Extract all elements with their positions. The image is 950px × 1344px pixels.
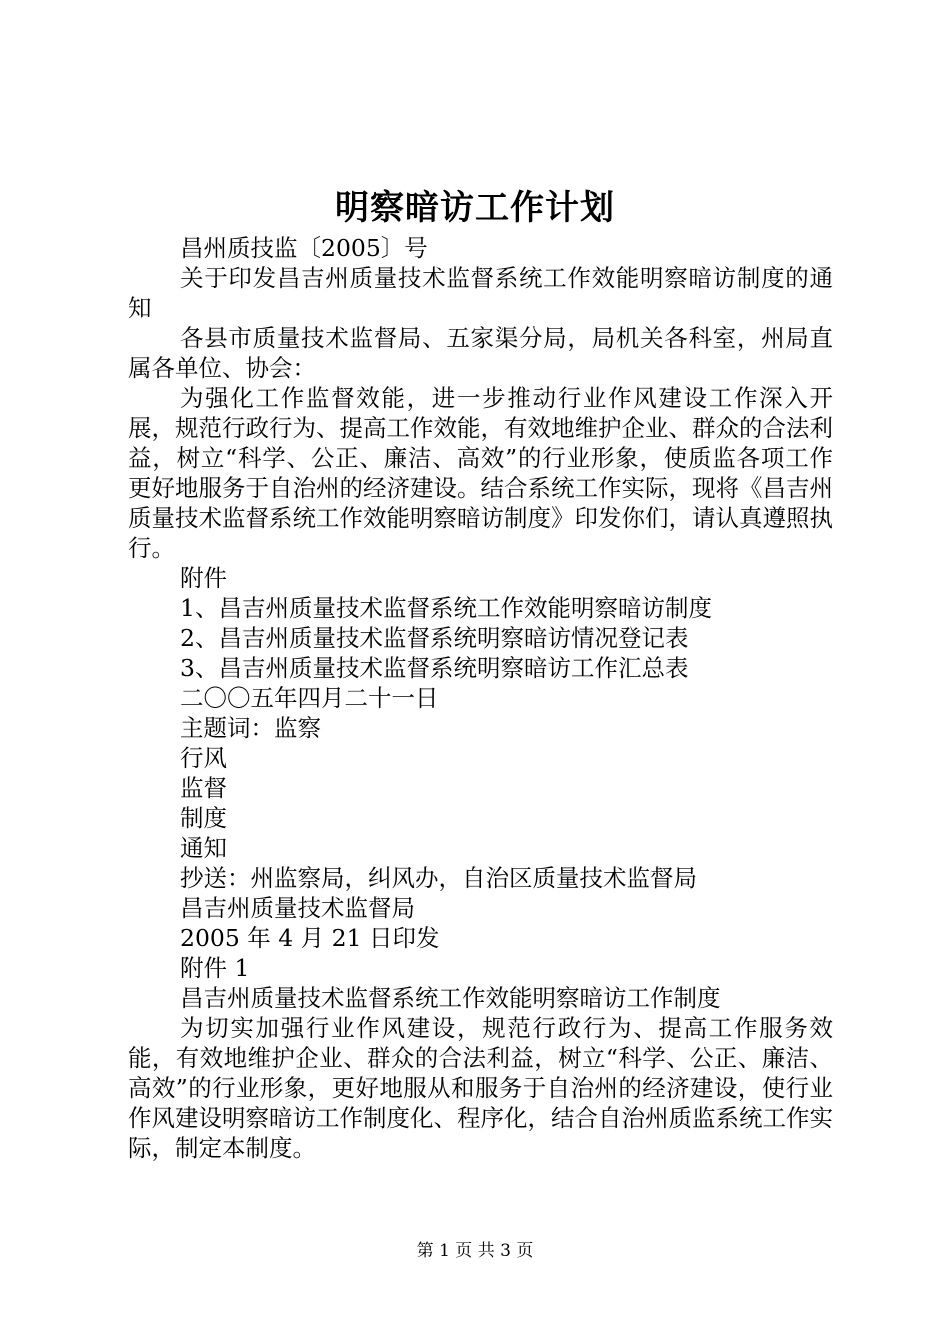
keyword-item: 通知 [180, 834, 227, 862]
attachment1-label: 附件 1 [180, 954, 250, 982]
keyword-item: 主题词：监察 [180, 714, 321, 742]
attachment-item: 2、昌吉州质量技术监督系统明察暗访情况登记表 [180, 624, 689, 652]
recipients: 各县市质量技术监督局、五家渠分局，局机关各科室，州局直属各单位、协会： [128, 324, 833, 382]
attachments-label: 附件 [180, 564, 227, 592]
notice-title: 关于印发昌吉州质量技术监督系统工作效能明察暗访制度的通知 [128, 264, 833, 322]
keyword-item: 监督 [180, 774, 227, 802]
body-paragraph: 为强化工作监督效能，进一步推动行业作风建设工作深入开展，规范行政行为、提高工作效能，有效地维护企业、群众的合法利益，树立“科学、公正、廉洁、高效”的行业形象，使质监各项工作更好地服务于自治州的经济建设。结合系统工作实际，现将《昌吉州质量技术监督系统工作效能明察暗访制度》印发你们，请认真遵照执行。 [128, 384, 833, 562]
cc-line: 抄送：州监察局，纠风办，自治区质量技术监督局 [180, 864, 697, 892]
document-date: 二〇〇五年四月二十一日 [180, 684, 439, 712]
doc-number: 昌州质技监〔2005〕号 [180, 234, 428, 262]
attachment1-title: 昌吉州质量技术监督系统工作效能明察暗访工作制度 [180, 984, 721, 1012]
attachment-item: 3、昌吉州质量技术监督系统明察暗访工作汇总表 [180, 654, 689, 682]
print-date: 2005 年 4 月 21 日印发 [180, 924, 440, 952]
document-body [128, 233, 833, 1163]
issuer: 昌吉州质量技术监督局 [180, 894, 415, 922]
page-footer: 第 1 页 共 3 页 [416, 1241, 534, 1261]
attachment1-paragraph: 为切实加强行业作风建设，规范行政行为、提高工作服务效能，有效地维护企业、群众的合法利益，树立“科学、公正、廉洁、高效”的行业形象，更好地服从和服务于自治州的经济建设，使行业作风建设明察暗访工作制度化、程序化，结合自治州质监系统工作实际，制定本制度。 [128, 1014, 833, 1162]
keyword-item: 制度 [180, 804, 227, 832]
document-title: 明察暗访工作计划 [335, 188, 615, 228]
attachment-item: 1、昌吉州质量技术监督系统工作效能明察暗访制度 [180, 594, 712, 622]
keyword-item: 行风 [180, 744, 227, 772]
